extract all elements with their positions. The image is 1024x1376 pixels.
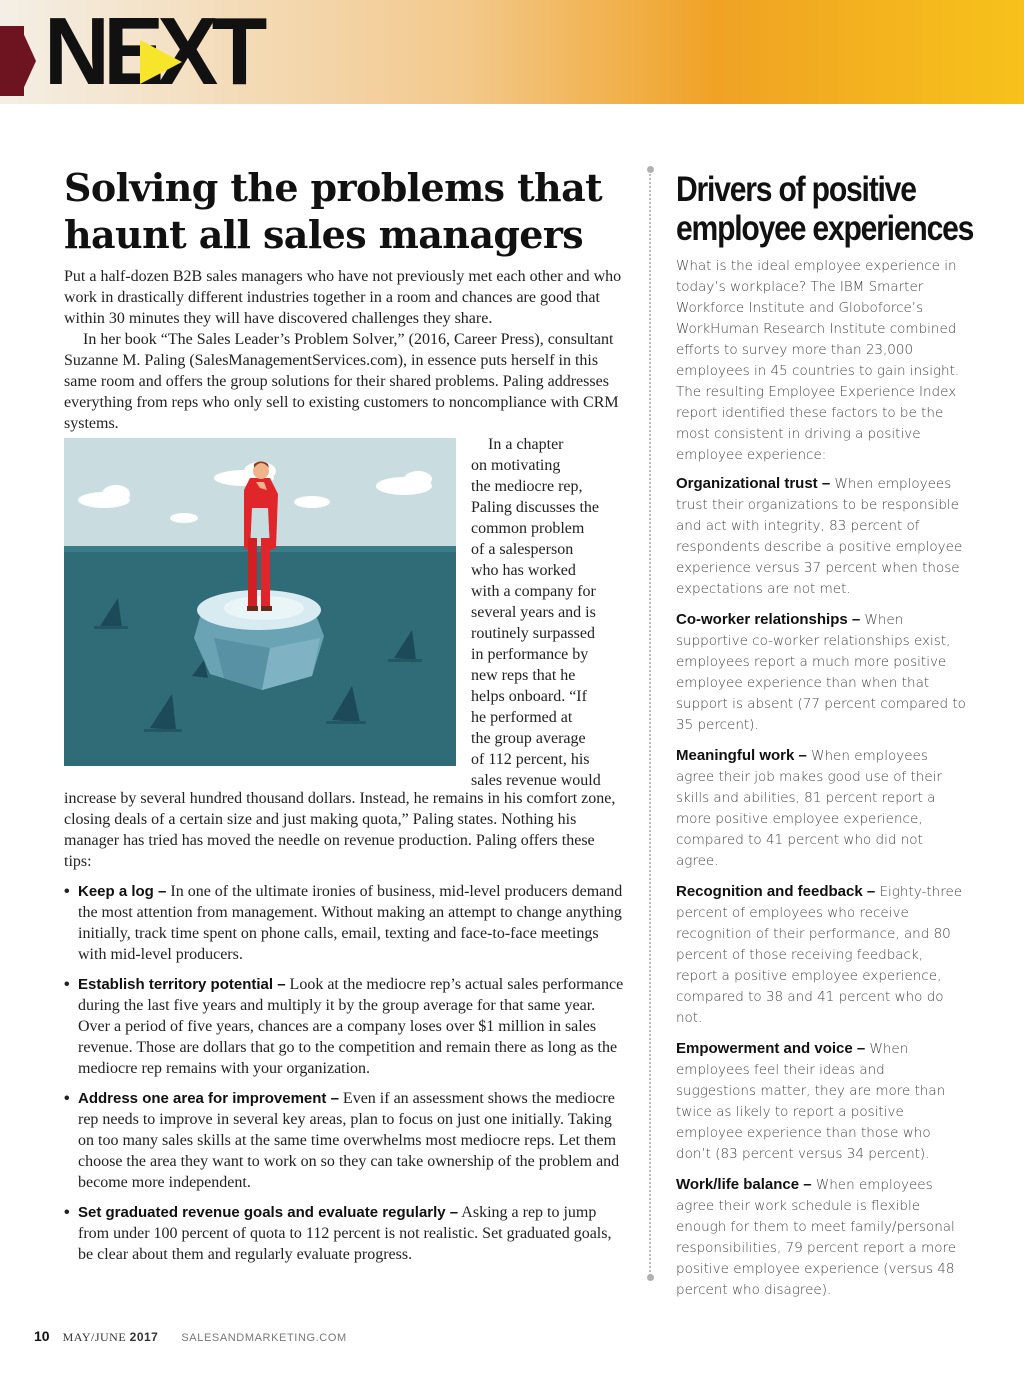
issue-date: [63, 1330, 159, 1344]
section-logo: NEXT: [44, 0, 261, 105]
text-line: who has worked: [471, 562, 576, 579]
sidebar-item: [676, 1174, 966, 1301]
article-illustration: [64, 438, 456, 766]
sidebar-intro: What is the ideal employee experience in today’s workplace? The IBM Smarter Workforce Institute and Globoforce’s WorkHuman Research Institute combined efforts to survey more than 23,000 employees in 45 countries to gain insight. The resulting Employee Experience Index report identified these factors to be the most consistent in driving a positive employee experience:: [676, 258, 960, 463]
tip-text: Look at the mediocre rep’s actual sales performance during the last five years and multiply it by the group average for that same year. Over a period of five years, chances are a company loses over $1 million in sales revenue. Those are dollars that go to the competition and remain there as long as the mediocre rep remains with your organization.: [78, 976, 624, 1077]
text-line: common problem: [471, 520, 585, 537]
sidebar-item-title: Meaningful work –: [676, 747, 807, 764]
issue-month: MAY/JUNE: [62, 1330, 127, 1344]
text-line: several years and is: [471, 604, 596, 621]
sidebar-item-text: When employees agree their job makes good use of their skills and abilities, 81 percent report a more positive employee experience, compared to 41 percent who did not agree.: [676, 748, 942, 869]
text-line: with a company for: [471, 583, 596, 600]
article-paragraph-1: Put a half-dozen B2B sales managers who have not previously met each other and who work in drastically different industries together in a room and chances are good that within 30 minutes they will have discovered challenges they share.: [64, 268, 622, 327]
sidebar-item: [676, 473, 966, 600]
sidebar-item: [676, 609, 966, 736]
text-line: the mediocre rep,: [471, 478, 583, 495]
page-number: 10: [34, 1328, 50, 1344]
logo-arrow-icon: [140, 40, 182, 84]
tip-title: Keep a log –: [78, 883, 167, 900]
sidebar-item-title: Recognition and feedback –: [676, 883, 876, 900]
sidebar-item: [676, 881, 966, 1029]
bullet-icon: •: [64, 1204, 70, 1221]
tip-text: In one of the ultimate ironies of business, mid-level producers demand the most attention from management. Without making an attempt to change anything initially, track time spent on phone calls, email, texting and face-to-face meetings with mid-level producers.: [78, 883, 623, 963]
sidebar-item-text: Eighty-three percent of employees who receive recognition of their performance, and 80 percent of those receiving feedback, report a positive employee experience, compared to 38 and 41 percent who do not.: [676, 884, 963, 1026]
sidebar-item-title: Co-worker relationships –: [676, 611, 861, 628]
issue-year: 2017: [129, 1330, 159, 1344]
tip-title: Address one area for improvement –: [78, 1090, 339, 1107]
sidebar-item-text: When supportive co-worker relationships exist, employees report a much more positive employee experience than when that support is absent (77 percent compared to 35 percent).: [676, 612, 966, 733]
sidebar-headline-line: employee experiences: [676, 209, 974, 248]
text-line: routinely surpassed: [471, 625, 595, 642]
tip-title: Establish territory potential –: [78, 976, 286, 993]
sidebar-item-title: Work/life balance –: [676, 1176, 812, 1193]
text-line: new reps that he: [471, 667, 576, 684]
text-line: of 112 percent, his: [471, 751, 590, 768]
sidebar-item: [676, 1038, 966, 1165]
sidebar-item-title: Organizational trust –: [676, 475, 831, 492]
sidebar-headline-line: Drivers of positive: [676, 170, 916, 209]
text-line: on motivating: [471, 457, 561, 474]
text-line: In a chapter: [488, 436, 564, 453]
sidebar-item-text: When employees agree their work schedule is flexible enough for them to meet family/personal responsibilities, 79 percent report a more positive employee experience (versus 48 percent who disagree).: [676, 1177, 957, 1298]
iceberg: [194, 590, 324, 690]
article-paragraph-3-continued: increase by several hundred thousand dollars. Instead, he remains in his comfort zone, closing deals of a certain size and just making quota,” Paling states. Nothing his manager has tried has moved the needle on revenue production. Paling offers these tips:: [64, 790, 616, 870]
tips-list: [64, 881, 624, 1274]
site-url[interactable]: SALESANDMARKETING.COM: [181, 1332, 347, 1344]
header-band: [0, 0, 1024, 104]
bullet-icon: •: [64, 976, 70, 993]
text-line: sales revenue would: [471, 772, 601, 789]
page-footer: [34, 1328, 347, 1348]
tip-item: [64, 974, 624, 1079]
bullet-icon: •: [64, 883, 70, 900]
text-line: in performance by: [471, 646, 589, 663]
text-line: of a salesperson: [471, 541, 574, 558]
sidebar-item-text: When employees trust their organizations to be responsible and act with integrity, 83 percent of respondents describe a positive employee experience versus 37 percent when those expectations are not met.: [676, 476, 963, 597]
divider-dot-top: [647, 166, 654, 173]
article-headline: Solving the problems that haunt all sales managers: [64, 165, 603, 257]
section-chevron: [20, 26, 36, 96]
tip-item: [64, 881, 624, 965]
sidebar-item-text: When employees feel their ideas and suggestions matter, they are more than twice as likely to report a positive employee experience than those who don’t (83 percent versus 34 percent).: [676, 1041, 946, 1162]
article-paragraph-3-column: [471, 434, 623, 791]
sidebar-item: [676, 745, 966, 872]
sidebar-list: [676, 473, 966, 1310]
text-line: he performed at: [471, 709, 573, 726]
sidebar-item-title: Empowerment and voice –: [676, 1040, 866, 1057]
bullet-icon: •: [64, 1090, 70, 1107]
tip-item: [64, 1088, 624, 1193]
tip-text: Even if an assessment shows the mediocre rep needs to improve in several key areas, plan to focus on just one initially. Taking on too many sales skills at the same time overwhelms most mediocre reps. Let them choose the area they want to work on so they can take ownership of the problem and become more independent.: [78, 1090, 620, 1191]
text-line: Paling discusses the: [471, 499, 599, 516]
text-line: the group average: [471, 730, 586, 747]
column-divider: [649, 174, 651, 1280]
divider-dot-bottom: [647, 1274, 654, 1281]
article-paragraph-2: In her book “The Sales Leader’s Problem Solver,” (2016, Career Press), consultant Suzanne M. Paling (SalesManagementServices.com), in essence puts herself in this same room and offers the group solutions for their shared problems. Paling addresses everything from reps who only sell to existing customers to noncompliance with CRM systems.: [64, 331, 619, 432]
sidebar-headline: [676, 170, 974, 248]
text-line: helps onboard. “If: [471, 688, 587, 705]
tip-text: Asking a rep to jump from under 100 percent of quota to 112 percent is not realistic. Set graduated goals, be clear about them and regularly evaluate progress.: [78, 1204, 612, 1263]
tip-item: [64, 1202, 624, 1265]
tip-title: Set graduated revenue goals and evaluate regularly –: [78, 1204, 459, 1221]
